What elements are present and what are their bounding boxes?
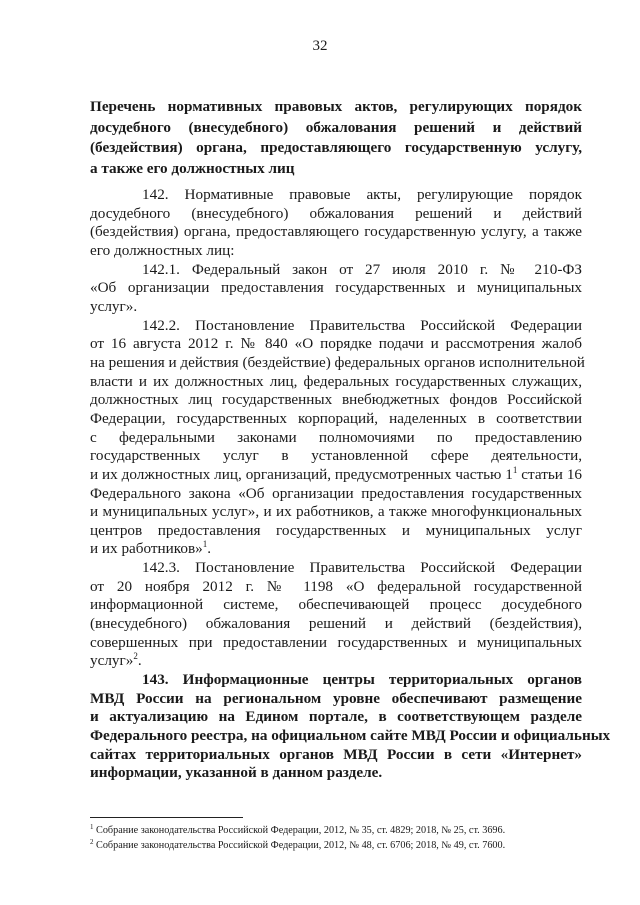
text-line: информационной системе, обеспечивающей процесс досудебного xyxy=(90,596,582,614)
text-line xyxy=(90,466,582,485)
text-line: Федерации, государственных корпораций, наделенных в соответствии xyxy=(90,409,582,427)
text-line: от 16 августа 2012 г. № 840 «О порядке подачи и рассмотрения жалоб xyxy=(90,335,582,353)
paragraph-143 xyxy=(90,671,611,783)
heading-line: досудебного (внесудебного) обжалования решений и действий xyxy=(90,118,582,136)
footnote-divider xyxy=(90,817,243,818)
text-line: 142.2. Постановление Правительства Российской Федерации xyxy=(142,316,582,334)
paragraph-142 xyxy=(90,186,582,261)
text-line: его должностных лиц: xyxy=(90,241,235,259)
text-line: (бездействия) органа, предоставляющего государственную услугу, а также xyxy=(90,223,582,241)
text-line: должностных лиц государственных внебюджетных фондов Российской xyxy=(90,391,582,409)
text-fragment: и их должностных лиц, организаций, предусмотренных частью 1 xyxy=(90,465,513,483)
footnote-mark: 1 xyxy=(90,823,94,831)
text-line: услуг». xyxy=(90,297,138,315)
footnote-text: Собрание законодательства Российской Федерации, 2012, № 35, ст. 4829; 2018, № 25, ст. 3696. xyxy=(93,825,506,836)
footnote-ref-2[interactable]: 2 xyxy=(133,651,138,662)
text-line: 142.3. Постановление Правительства Российской Федерации xyxy=(142,559,582,577)
text-line: «Об организации предоставления государственных и муниципальных xyxy=(90,279,582,297)
text-fragment: и их работников» xyxy=(90,540,203,558)
heading-line: (бездействия) органа, предоставляющего государственную услугу, xyxy=(90,139,582,156)
heading-line: а также его должностных лиц xyxy=(90,159,295,177)
text-line: и муниципальных услуг», и их работников, а также многофункциональных xyxy=(90,503,582,521)
text-line: сайтах территориальных органов МВД России в сети «Интернет» xyxy=(90,745,582,763)
text-line: Федерального реестра, на официальном сайте МВД России и официальных xyxy=(90,727,611,745)
text-line: информации, указанной в данном разделе. xyxy=(90,764,383,782)
text-fragment: статьи 16 xyxy=(517,465,583,483)
text-line: 142. Нормативные правовые акты, регулирующие порядок xyxy=(142,186,582,203)
text-line: от 20 ноября 2012 г. № 1198 «О федеральной государственной xyxy=(90,577,582,595)
text-line: Федерального закона «Об организации предоставления государственных xyxy=(90,484,582,502)
body-text xyxy=(90,186,611,783)
section-heading xyxy=(90,97,582,179)
text-line: центров предоставления государственных и муниципальных услуг xyxy=(90,521,582,539)
footnote-ref-1[interactable]: 1 xyxy=(202,539,208,550)
text-line: МВД России на региональном уровне обеспечивают размещение xyxy=(90,689,582,707)
text-line: 143. Информационные центры территориальных органов xyxy=(142,671,582,689)
text-line: 142.1. Федеральный закон от 27 июля 2010 г. № 210-ФЗ xyxy=(142,260,582,278)
text-line: власти и их должностных лиц, федеральных государственных служащих, xyxy=(90,372,582,390)
footnote-text: Собрание законодательства Российской Федерации, 2012, № 48, ст. 6706; 2018, № 49, ст. 7600. xyxy=(93,840,506,851)
footnote-mark: 2 xyxy=(90,838,94,846)
text-line: с федеральными законами полномочиями по предоставлению xyxy=(90,428,582,446)
text-line: и актуализацию на Едином портале, в соответствующем разделе xyxy=(90,708,582,726)
paragraph-142-2 xyxy=(90,316,585,560)
text-line: на решения и действия (бездействие) федеральных органов исполнительной xyxy=(90,353,585,371)
paragraph-142-1 xyxy=(90,261,582,317)
text-line: и их работников»$^1$. xyxy=(90,539,212,558)
text-line: (внесудебного) обжалования решений и действий (бездействия), xyxy=(90,615,582,633)
heading-line: Перечень нормативных правовых актов, регулирующих порядок xyxy=(90,98,582,115)
text-line: государственных услуг в установленной сфере деятельности, xyxy=(90,447,582,465)
page-number: 32 xyxy=(312,38,328,54)
superscript: 1 xyxy=(512,464,518,475)
text-fragment: услуг» xyxy=(90,652,134,670)
text-line: услуг»$^2$. xyxy=(90,651,142,670)
text-line: досудебного (внесудебного) обжалования решений и действий xyxy=(90,204,582,222)
footnotes xyxy=(90,823,590,853)
paragraph-142-3 xyxy=(90,559,582,671)
footnote-1 xyxy=(90,823,590,838)
text-line: совершенных при предоставлении государственных и муниципальных xyxy=(90,633,582,651)
footnote-2 xyxy=(90,838,590,853)
